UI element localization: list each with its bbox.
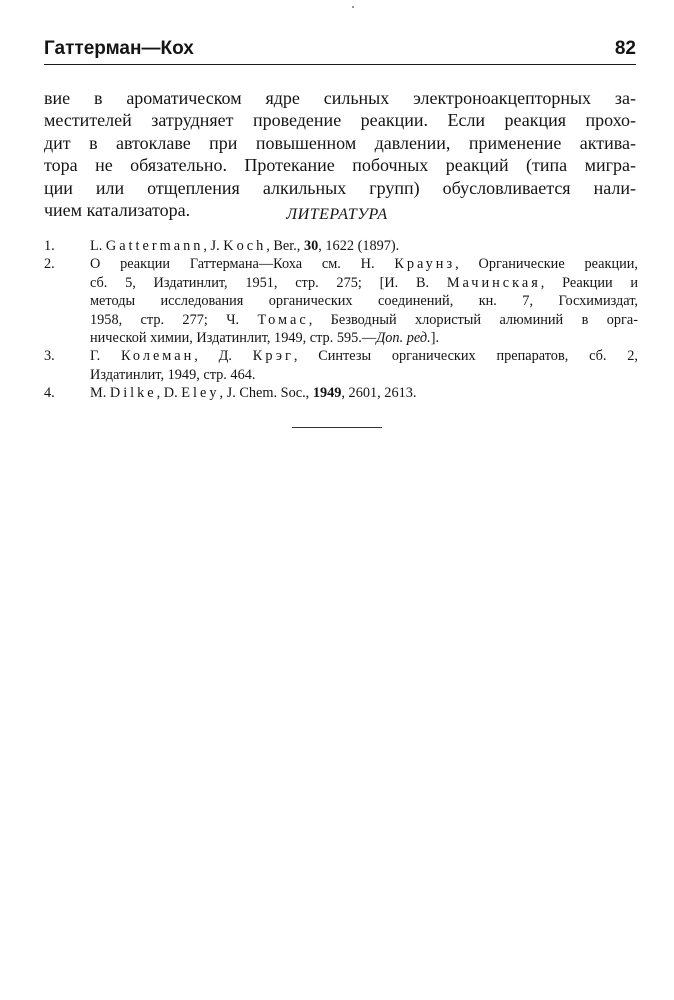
- reference-line: [90, 255, 638, 273]
- reference-text: , Синтезы органических препаратов, сб. 2,: [293, 348, 638, 365]
- author-name: Dilke: [109, 385, 157, 402]
- running-title: Гаттерман—Кох: [44, 38, 194, 59]
- reference-line: [90, 347, 638, 365]
- print-speck: [352, 6, 354, 8]
- reference-number: 3.: [44, 348, 55, 365]
- reference-text: Г.: [90, 348, 122, 365]
- editor-note: Доп. ред.: [376, 330, 431, 347]
- reference-number: 1.: [44, 238, 55, 254]
- author-name: Томас: [257, 311, 309, 328]
- author-name: Eley: [181, 385, 220, 402]
- author-initial: L.: [90, 238, 103, 254]
- reference-line: [90, 384, 638, 402]
- year-bold: 1949: [312, 385, 342, 402]
- author-name: Мачинская: [446, 274, 541, 291]
- reference-line: [90, 329, 638, 347]
- reference-list: [44, 237, 638, 403]
- reference-line: [90, 274, 638, 292]
- running-header: [44, 36, 636, 65]
- reference-item: [44, 347, 638, 384]
- reference-text: , Реакции и: [540, 274, 639, 291]
- reference-text: , Д.: [194, 348, 253, 365]
- body-paragraph: [44, 87, 636, 221]
- author-name: Крэг: [252, 348, 294, 365]
- reference-item: [44, 255, 638, 347]
- reference-item: [44, 384, 638, 402]
- reference-text: , J. Chem. Soc.,: [219, 385, 313, 402]
- body-line: ции или отщепления алкильных групп) обусловливается нали-: [44, 177, 636, 198]
- reference-text: нической химии, Издатинлит, 1949, стр. 595.—: [90, 330, 377, 347]
- reference-line: Издатинлит, 1949, стр. 464.: [90, 366, 256, 383]
- body-line: чием катализатора.: [44, 200, 191, 221]
- reference-text: О реакции Гаттермана—Коха см. Н.: [90, 256, 395, 273]
- end-rule: [292, 427, 382, 428]
- page-number: 82: [614, 38, 636, 59]
- reference-text: , Безводный хлористый алюминий в орга-: [308, 311, 638, 328]
- reference-text: сб. 5, Издатинлит, 1951, стр. 275; [И. В.: [90, 274, 447, 291]
- body-line: дит в автоклаве при повышенном давлении, применение актива-: [44, 132, 636, 153]
- reference-text: , Ber.,: [266, 238, 304, 254]
- reference-line: [90, 311, 638, 329]
- literature-heading: ЛИТЕРАТУРА: [286, 206, 388, 223]
- reference-line: методы исследования органических соединений, кн. 7, Госхимиздат,: [90, 293, 638, 310]
- author-name: Колеман: [121, 348, 195, 365]
- author-initial: , J.: [203, 238, 220, 254]
- reference-line: [90, 237, 638, 255]
- reference-text: 1958, стр. 277; Ч.: [90, 311, 258, 328]
- author-initial: M.: [90, 385, 107, 402]
- body-line: местителей затрудняет проведение реакции. Если реакция прохо-: [44, 110, 636, 131]
- reference-item: [44, 237, 638, 255]
- author-initial: , D.: [156, 385, 178, 402]
- volume-number: 30: [303, 238, 319, 254]
- reference-number: 4.: [44, 385, 55, 402]
- author-name: Краунз: [394, 256, 456, 273]
- reference-number: 2.: [44, 256, 55, 273]
- reference-text: , Органические реакции,: [455, 256, 638, 273]
- reference-text: ].: [430, 330, 440, 347]
- body-line: вие в ароматическом ядре сильных электроноакцепторных за-: [44, 88, 636, 108]
- author-name: Gattermann: [105, 238, 204, 254]
- body-line: тора не обязательно. Протекание побочных реакций (типа мигра-: [44, 155, 636, 176]
- reference-text: , 1622 (1897).: [318, 238, 400, 254]
- reference-text: , 2601, 2613.: [341, 385, 417, 402]
- author-name: Koch: [223, 238, 267, 254]
